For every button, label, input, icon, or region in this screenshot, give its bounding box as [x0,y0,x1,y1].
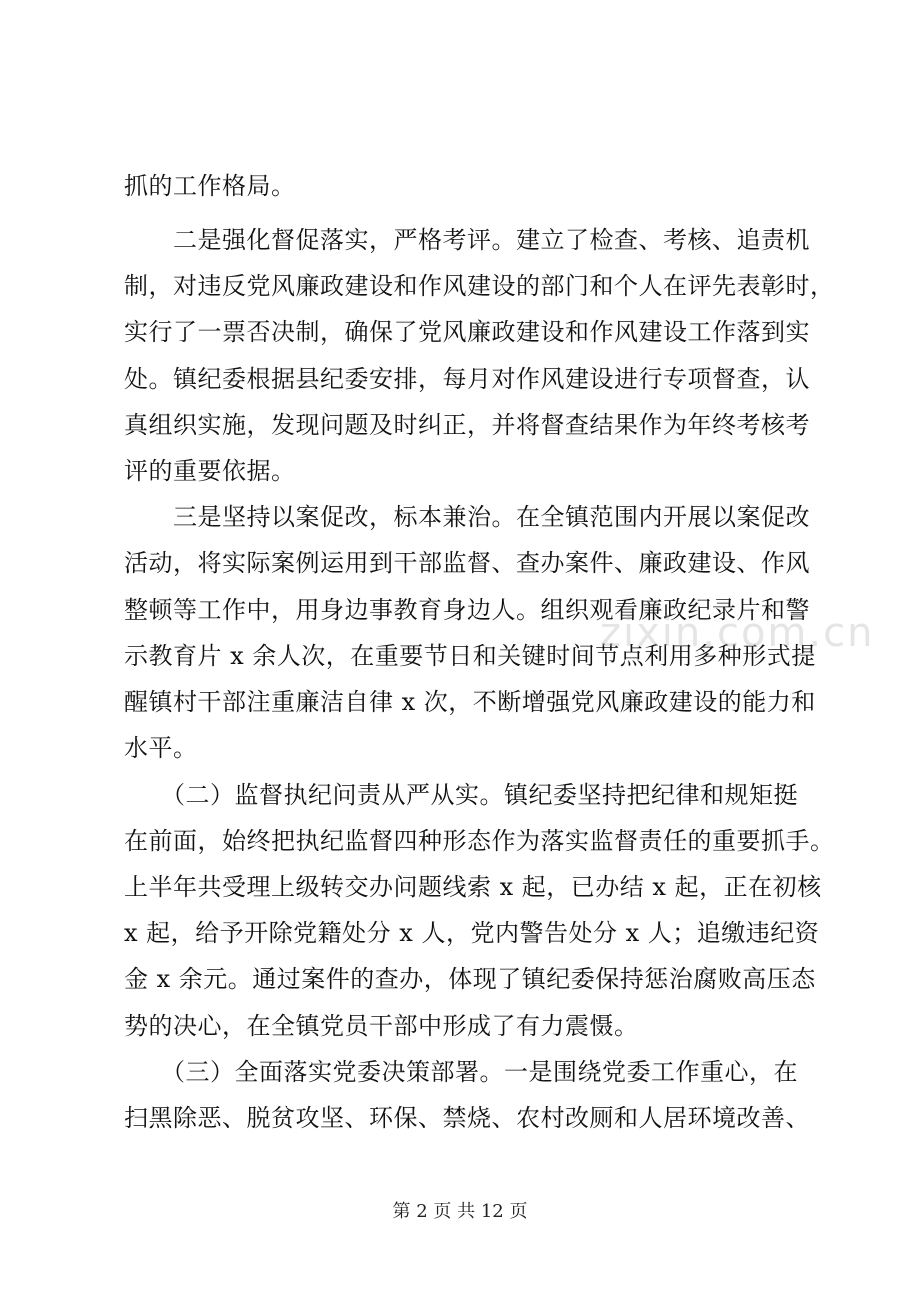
body-text-line: 在前面，始终把执纪监督四种形态作为落实监督责任的重要抓手。 [124,827,835,855]
body-text-line: 活动，将实际案例运用到干部监督、查办案件、廉政建设、作风 [124,549,810,577]
body-text-line: 三是坚持以案促改，标本兼治。在全镇范围内开展以案促改 [124,503,810,531]
body-text-line: 抓的工作格局。 [124,172,296,200]
body-text-line: 上半年共受理上级转交办问题线索 x 起，已办结 x 起，正在初核 [124,873,822,901]
body-text-line: 金 x 余元。通过案件的查办，体现了镇纪委保持惩治腐败高压态 [124,965,816,993]
body-text-line: 整顿等工作中，用身边事教育身边人。组织观看廉政纪录片和警 [124,596,810,624]
body-text-line: 制，对违反党风廉政建设和作风建设的部门和个人在评先表彰时， [124,272,835,300]
body-text-line: 示教育片 x 余人次，在重要节日和关键时间节点利用多种形式提 [124,642,816,670]
body-text-line: （二）监督执纪问责从严从实。镇纪委坚持把纪律和规矩挺 [124,781,798,809]
body-text-line: 二是强化督促落实，严格考评。建立了检查、考核、追责机 [124,226,810,254]
body-text-line: 真组织实施，发现问题及时纠正，并将督查结果作为年终考核考 [124,411,810,439]
body-text-line: （三）全面落实党委决策部署。一是围绕党委工作重心，在 [124,1058,798,1086]
body-text-line: 扫黑除恶、脱贫攻坚、环保、禁烧、农村改厕和人居环境改善、 [124,1104,810,1132]
body-text-line: 处。镇纪委根据县纪委安排，每月对作风建设进行专项督查，认 [124,365,810,393]
body-text-line: 评的重要依据。 [124,457,296,485]
body-text-line: x 起，给予开除党籍处分 x 人，党内警告处分 x 人；追缴违纪资 [124,919,820,947]
body-text-line: 水平。 [124,734,198,762]
body-text-line: 实行了一票否决制，确保了党风廉政建设和作风建设工作落到实 [124,318,810,346]
page-footer: 第 2 页 共 12 页 [392,1201,528,1222]
body-text-line: 醒镇村干部注重廉洁自律 x 次，不断增强党风廉政建设的能力和 [124,688,816,716]
watermark: zixin.com.cn [600,610,875,656]
body-text-line: 势的决心，在全镇党员干部中形成了有力震慑。 [124,1012,639,1040]
